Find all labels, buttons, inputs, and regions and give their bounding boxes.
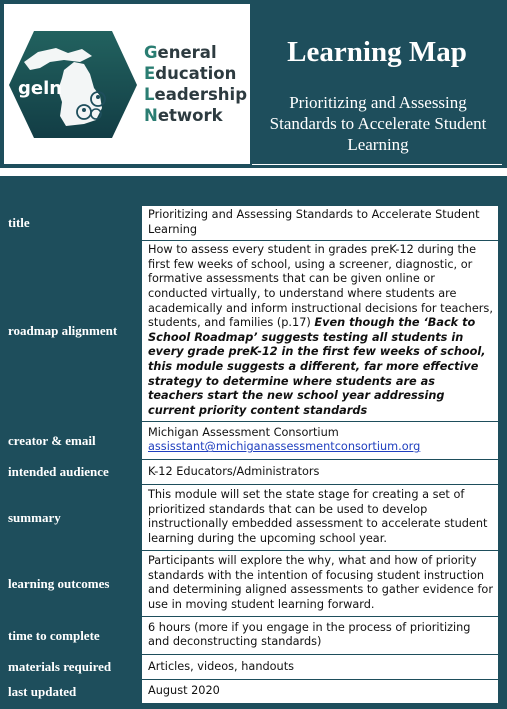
row-label: roadmap alignment — [5, 241, 142, 422]
row-label: materials required — [5, 655, 142, 680]
row-label: learning outcomes — [5, 551, 142, 617]
creator-name: Michigan Assessment Consortium — [148, 425, 339, 439]
row-label: time to complete — [5, 617, 142, 655]
table-row — [5, 655, 499, 680]
org-name-line: General — [144, 43, 217, 62]
geln-mark-text: geln — [18, 78, 63, 99]
roadmap-emphasis: Even though the ‘Back to School Roadmap’ suggests testing all students in every grade preK-12 in the first few weeks of school, this module suggests a different, far more effective strategy to determine where students are as teachers start the new school year addressing current priority content standards — [148, 316, 486, 417]
michigan-hexagon-icon — [4, 4, 144, 164]
row-value: 6 hours (more if you engage in the process of prioritizing and deconstructing standards) — [142, 617, 499, 655]
row-value: Prioritizing and Assessing Standards to Accelerate Student Learning — [142, 206, 499, 241]
title-panel — [252, 0, 507, 168]
row-value — [142, 241, 499, 422]
row-value: Articles, videos, handouts — [142, 655, 499, 680]
org-name — [144, 42, 247, 126]
table-row — [5, 551, 499, 617]
row-label: creator & email — [5, 422, 142, 460]
org-name-line: Network — [144, 106, 223, 125]
row-value — [142, 422, 499, 460]
table-row — [5, 422, 499, 460]
row-value: This module will set the state stage for creating a set of prioritized standards that can be used to develop instructionally embedded assessment to accelerate student learning during the upcoming school year. — [142, 485, 499, 551]
creator-email-link[interactable]: assisstant@michiganassessmentconsortium.org — [148, 440, 421, 454]
table-row — [5, 460, 499, 485]
row-label: summary — [5, 485, 142, 551]
title-divider — [252, 164, 502, 165]
table-row — [5, 206, 499, 241]
row-label: intended audience — [5, 460, 142, 485]
org-name-line: Leadership — [144, 85, 248, 104]
row-value: August 2020 — [142, 680, 499, 704]
table-row — [5, 485, 499, 551]
info-table — [4, 205, 499, 704]
page-title: Learning Map — [287, 36, 467, 68]
row-value: Participants will explore the why, what and how of priority standards with the intention of focusing student instruction and determining aligned assessments to gather evidence for use in moving student learning forward. — [142, 551, 499, 617]
table-row — [5, 617, 499, 655]
header-banner — [0, 0, 507, 168]
row-value: K-12 Educators/Administrators — [142, 460, 499, 485]
info-table-panel — [0, 176, 507, 709]
org-name-line: Education — [144, 64, 237, 83]
roadmap-text: How to assess every student in grades preK-12 during the first few weeks of school, using a screener, diagnostic, or formative assessments that can be given online or conducted virtually, to understand where students are academically and inform instructional decisions for teachers, students, and families (p.17) — [148, 243, 493, 330]
row-label: last updated — [5, 680, 142, 704]
table-row — [5, 241, 499, 422]
geln-logo — [4, 4, 250, 164]
page-subtitle: Prioritizing and Assessing Standards to Accelerate Student Learning — [269, 93, 487, 154]
row-label: title — [5, 206, 142, 241]
table-row — [5, 680, 499, 704]
